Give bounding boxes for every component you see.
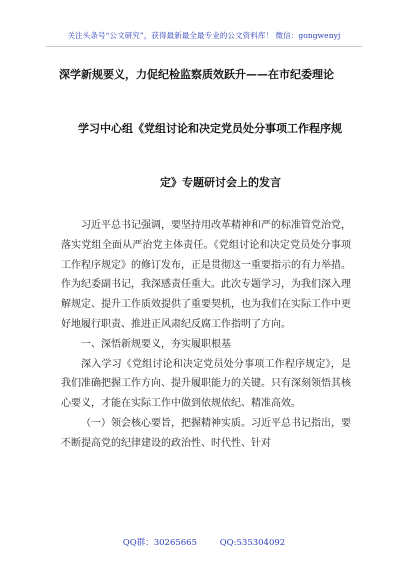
document-title-line-3: 定》专题研讨会上的发言 [160,176,281,189]
footer-contact [0,536,408,548]
header-notice: 关注头条号“公文研究”，获得最新最全最专业的公文资料库！ 微信：gongwenyj [67,31,341,40]
document-title-line-2: 学习中心组《党组讨论和决定党员处分事项工作程序规 [78,122,342,135]
paragraph-subsection-1: （一）领会核心要旨，把握精神实质。习近平总书记指出，要不断提高党的纪律建设的政治性、时代性、针对 [61,417,351,449]
paragraph-section-1: 深入学习《党组讨论和决定党员处分事项工作程序规定》，是我们准确把握工作方向、提升履职能力的关键。只有深刻领悟其核心要义，才能在实际工作中做到依规依纪、精准高效。 [61,358,351,410]
footer-qq-group: QQ群：30265665 [122,538,197,548]
header-divider [46,46,362,47]
document-body [61,216,351,454]
section-heading-1: 一、深悟新规要义，夯实履职根基 [81,338,231,350]
footer-qq-number: QQ:535304092 [219,538,286,548]
paragraph-intro: 习近平总书记强调，要坚持用改革精神和严的标准管党治党，落实党组全面从严治党主体责任。《党组讨论和决定党员处分事项工作程序规定》的修订发布，正是贯彻这一重要指示的有力举措。作为纪委副书记，我深感责任重大。此次专题学习，为我们深入理解规定、提升工作质效提供了重要契机，也为我们在实际工作中更好地履行职责、推进正风肃纪反腐工作指明了方向。 [61,220,351,330]
document-title-line-1: 深学新规要义，力促纪检监察质效跃升——在市纪委理论 [59,68,334,81]
